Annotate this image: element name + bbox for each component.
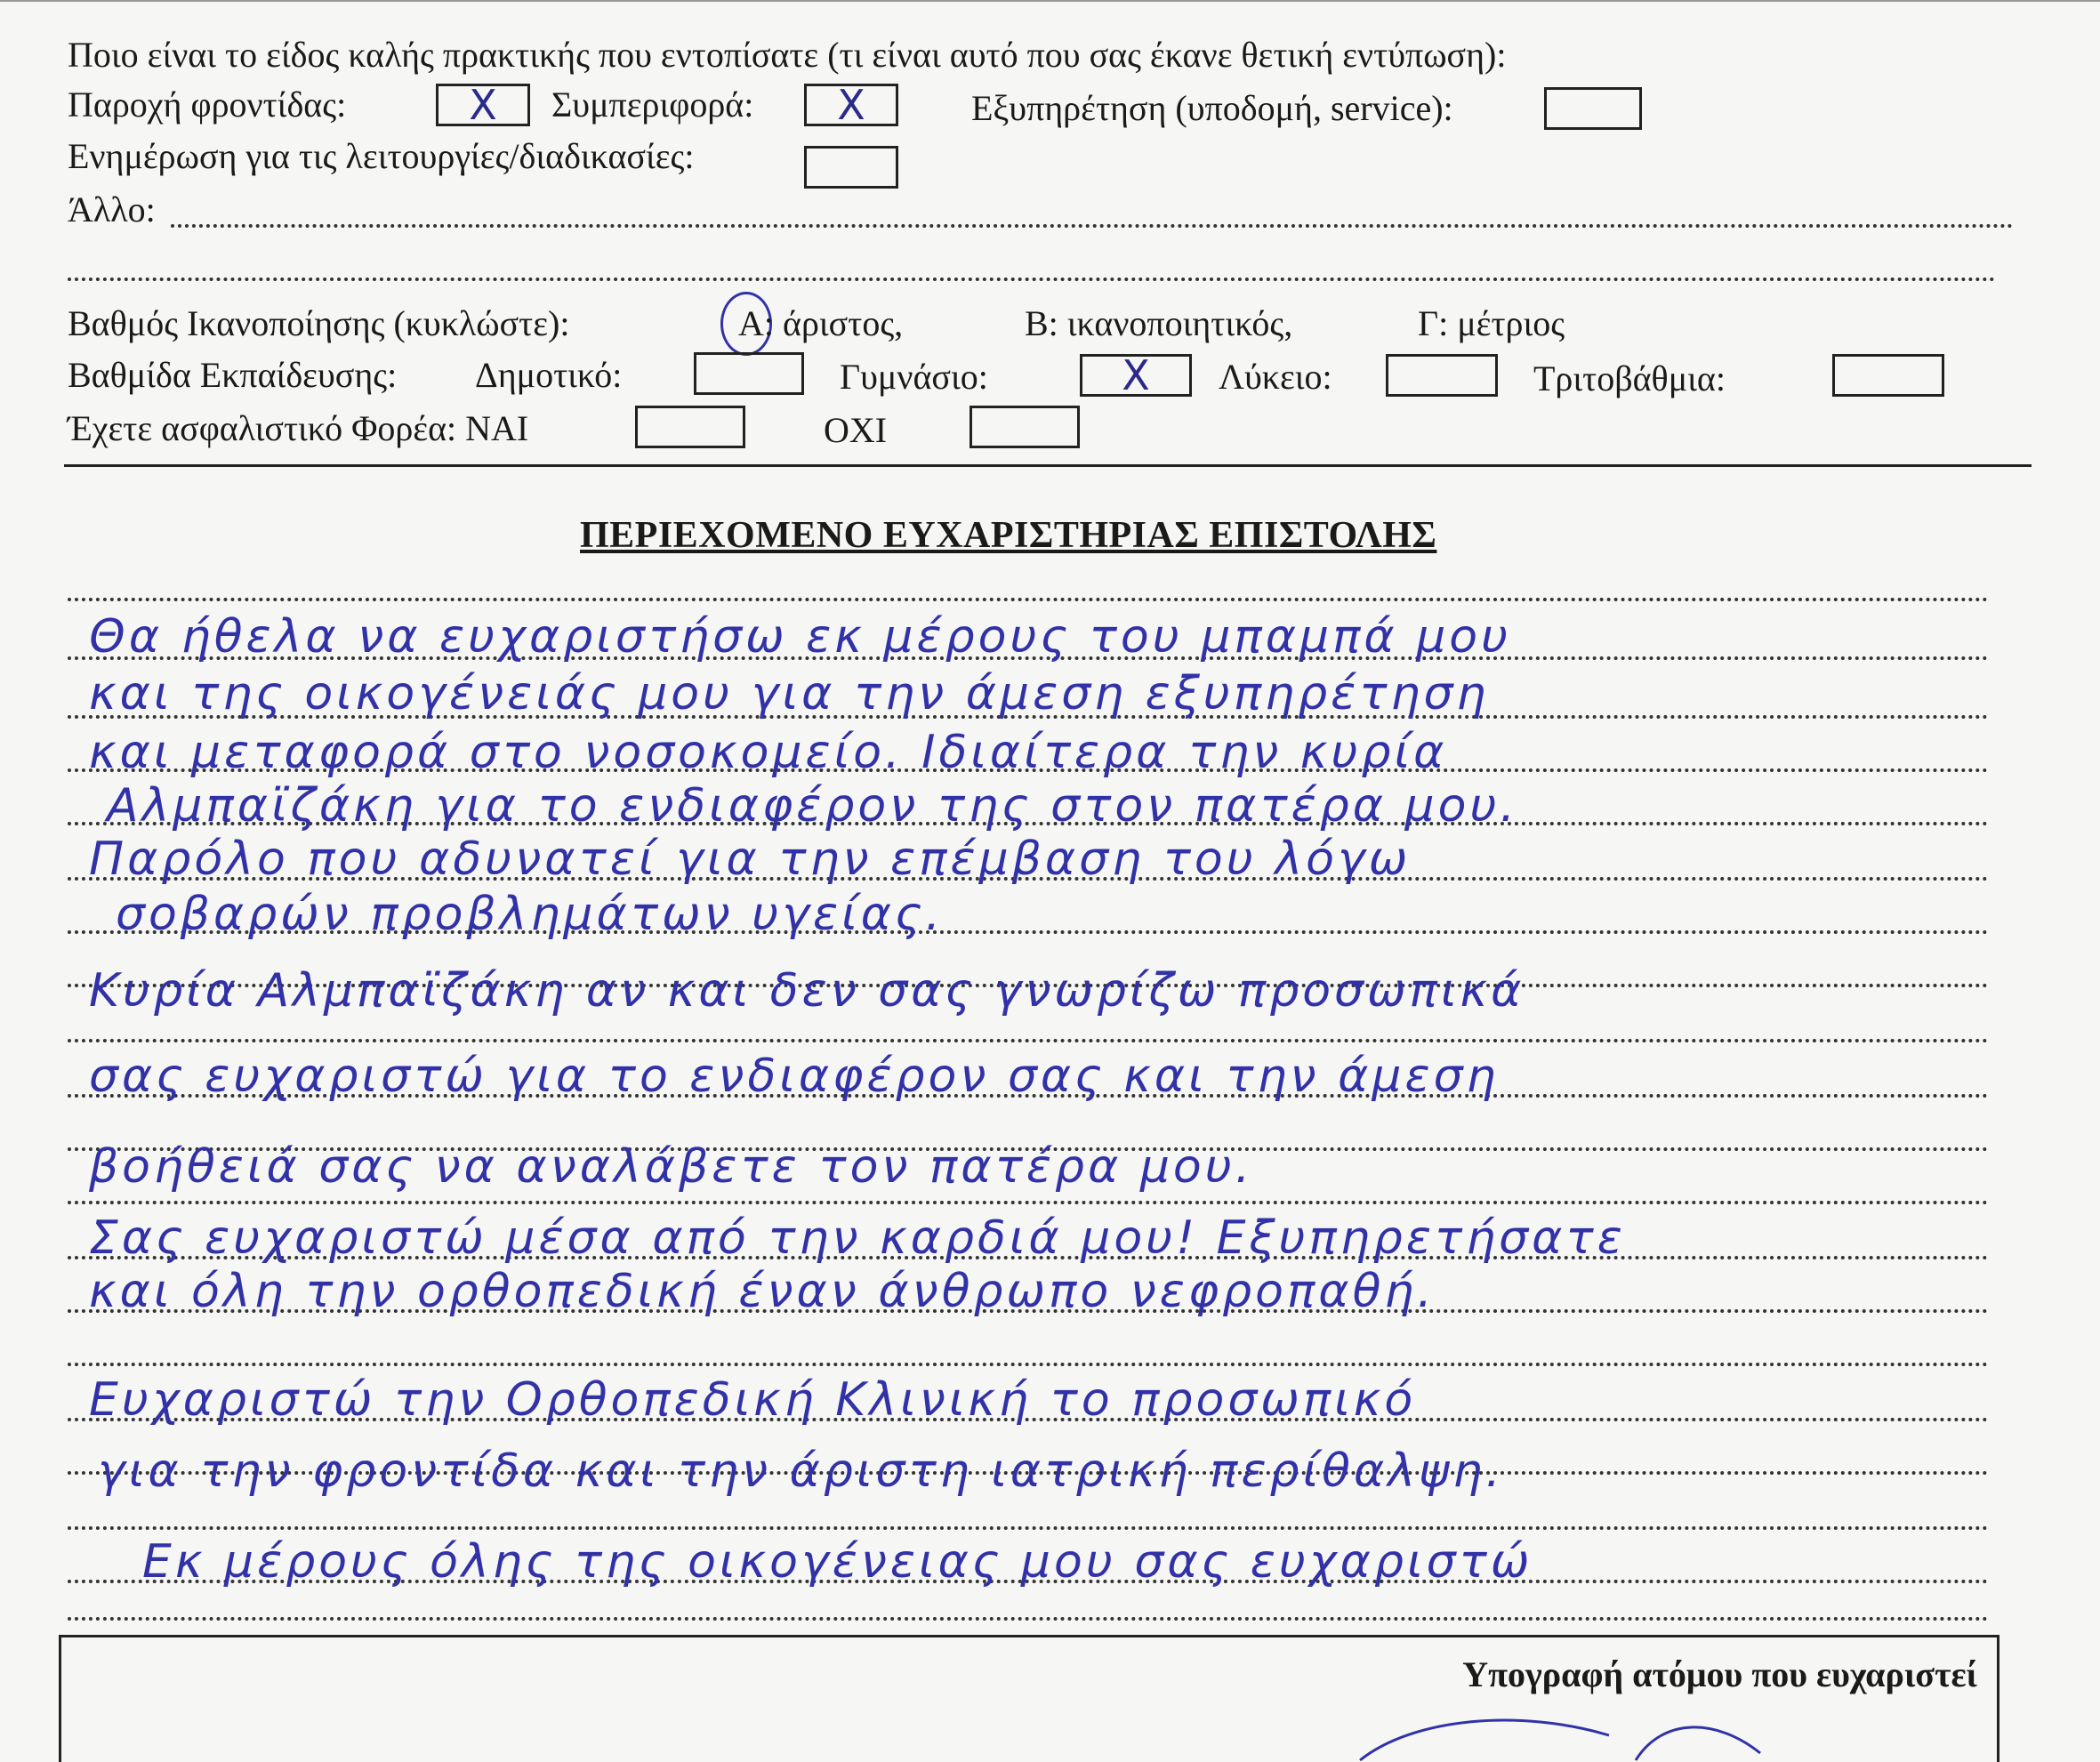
primary-label: Δημοτικό: — [475, 355, 623, 395]
grade-c[interactable]: Γ: μέτριος — [1418, 303, 1565, 343]
behavior-check-mark: X — [837, 81, 865, 129]
letter-title: ΠΕΡΙΕΧΟΜΕΝΟ ΕΥΧΑΡΙΣΤΗΡΙΑΣ ΕΠΙΣΤΟΛΗΣ — [580, 515, 1437, 556]
handwritten-line: για την φροντίδα και την άριστη ιατρική περίθαλψη. — [98, 1444, 1504, 1498]
top-edge-line — [0, 0, 2100, 2]
lyceum-checkbox[interactable] — [1386, 354, 1498, 397]
handwritten-line: βοήθειά σας να αναλάβετε τον πατέρα μου. — [89, 1140, 1254, 1194]
gymnasium-check-mark: X — [1122, 351, 1150, 399]
practice-question: Ποιο είναι το είδος καλής πρακτικής που εντοπίσατε (τι είναι αυτό που σας έκανε θετική εντύπωση): — [68, 35, 1507, 75]
other-label: Άλλο: — [68, 189, 156, 229]
handwritten-line: Θα ήθελα να ευχαριστήσω εκ μέρους του μπαμπά μου — [89, 610, 1512, 664]
dotted-line — [68, 1201, 1989, 1204]
grade-b[interactable]: Β: ικανοποιητικός, — [1025, 303, 1293, 343]
lyceum-label: Λύκειο: — [1219, 357, 1332, 397]
primary-checkbox[interactable] — [694, 352, 804, 395]
handwritten-line: Παρόλο που αδυνατεί για την επέμβαση του λόγω — [89, 833, 1412, 886]
signature-scribble — [1342, 1709, 1787, 1762]
handwritten-line: και μεταφορά στο νοσοκομείο. Ιδιαίτερα την κυρία — [89, 726, 1448, 779]
gymnasium-checkbox[interactable] — [1080, 351, 1192, 399]
section-divider — [64, 464, 2032, 467]
handwritten-line: Σας ευχαριστώ μέσα από την καρδιά μου! Εξυπηρετήσατε — [89, 1211, 1626, 1265]
other-dotted-line — [171, 224, 2014, 228]
behavior-label: Συμπεριφορά: — [551, 84, 754, 125]
insurance-no-label: ΟΧΙ — [824, 410, 888, 450]
handwritten-line: Ευχαριστώ την Ορθοπεδική Κλινική το προσωπικό — [89, 1373, 1417, 1427]
handwritten-line: και όλη την ορθοπεδική έναν άνθρωπο νεφροπαθή. — [89, 1265, 1436, 1318]
dotted-line — [68, 1363, 1989, 1366]
insurance-label: Έχετε ασφαλιστικό Φορέα: ΝΑΙ — [68, 408, 529, 448]
dotted-line — [68, 1617, 1989, 1621]
care-checkbox[interactable] — [436, 81, 530, 129]
info-label: Ενημέρωση για τις λειτουργίες/διαδικασίες: — [68, 136, 695, 176]
info-checkbox[interactable] — [804, 146, 898, 189]
other-dotted-line-2 — [68, 278, 1996, 281]
behavior-checkbox[interactable] — [804, 81, 898, 129]
handwritten-line: Εκ μέρους όλης της οικογένειας μου σας ευχαριστώ — [142, 1535, 1533, 1589]
care-check-mark: X — [469, 81, 497, 129]
handwritten-line: Κυρία Αλμπαϊζάκη αν και δεν σας γνωρίζω προσωπικά — [89, 964, 1525, 1018]
insurance-yes-checkbox[interactable] — [635, 406, 745, 448]
dotted-line — [68, 1039, 1989, 1042]
dotted-line — [68, 598, 1989, 601]
care-label: Παροχή φροντίδας: — [68, 84, 347, 125]
gymnasium-label: Γυμνάσιο: — [840, 357, 988, 397]
handwritten-line: Αλμπαϊζάκη για το ενδιαφέρον της στον πατέρα μου. — [107, 779, 1519, 833]
handwritten-line: σοβαρών προβλημάτων υγείας. — [116, 888, 945, 941]
signature-label: Υπογραφή ατόμου που ευχαριστεί — [1462, 1654, 1977, 1694]
handwritten-line: σας ευχαριστώ για το ενδιαφέρον σας και την άμεση — [89, 1050, 1500, 1103]
insurance-no-checkbox[interactable] — [970, 406, 1080, 448]
dotted-line — [68, 1526, 1989, 1530]
grade-a[interactable]: Α: άριστος, — [738, 303, 904, 343]
tertiary-label: Τριτοβάθμια: — [1533, 358, 1726, 398]
tertiary-checkbox[interactable] — [1832, 354, 1944, 397]
service-checkbox[interactable] — [1544, 87, 1642, 130]
handwritten-line: και της οικογένειάς μου για την άμεση εξυπηρέτηση — [89, 667, 1490, 720]
satisfaction-label: Βαθμός Ικανοποίησης (κυκλώστε): — [68, 303, 570, 343]
signature-box — [59, 1635, 1999, 1762]
service-label: Εξυπηρέτηση (υποδομή, service): — [971, 88, 1453, 128]
education-label: Βαθμίδα Εκπαίδευσης: — [68, 355, 398, 395]
